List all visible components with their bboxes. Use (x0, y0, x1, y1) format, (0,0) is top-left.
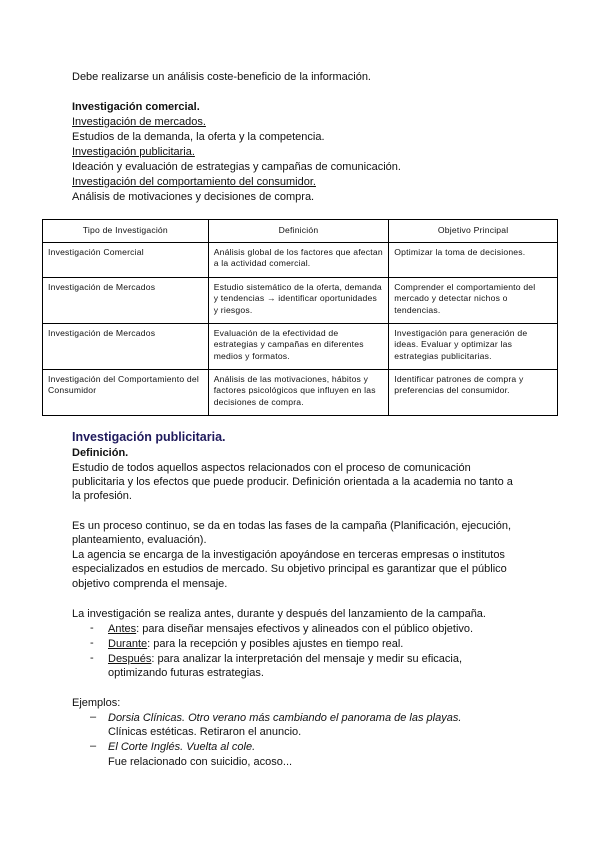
subsection-label: Investigación publicitaria. (72, 146, 195, 158)
subsection-label: Investigación de mercados. (72, 116, 206, 128)
table-cell: Investigación de Mercados (43, 277, 209, 323)
paragraph-line: objetivo comprenda el mensaje. (72, 578, 228, 590)
bullet-dash: - (90, 622, 94, 634)
table-cell: Análisis de las motivaciones, hábitos y factores psicológicos que influyen en las decisiones de compra. (208, 369, 389, 415)
paragraph-line: Es un proceso continuo, se da en todas las fases de la campaña (Planificación, ejecución, (72, 520, 512, 532)
paragraph-line: Estudio de todos aquellos aspectos relacionados con el proceso de comunicación (72, 462, 471, 474)
subsection-desc: Estudios de la demanda, la oferta y la competencia. (72, 131, 325, 143)
bullet-dash: - (90, 652, 94, 664)
paragraph-line: publicitaria y los efectos que puede producir. Definición orientada a la academia no tanto a (72, 476, 513, 488)
table-cell: Análisis global de los factores que afectan a la actividad comercial. (208, 242, 389, 277)
table-cell: Evaluación de la efectividad de estrategias y campañas en diferentes medios y formatos. (208, 323, 389, 369)
table-row (43, 242, 558, 277)
paragraph-line: especializados en estudios de mercado. Su objetivo principal es garantizar que el público (72, 563, 507, 575)
phase-text: : para analizar la interpretación del mensaje y medir su eficacia, (151, 653, 463, 665)
table-cell: Investigación de Mercados (43, 323, 209, 369)
example-title: El Corte Inglés. Vuelta al cole. (108, 741, 256, 753)
definition-heading: Definición. (72, 447, 129, 459)
phase-text: : para la recepción y posibles ajustes en tiempo real. (147, 638, 404, 650)
table-cell: Investigación del Comportamiento del Consumidor (43, 369, 209, 415)
bullet-endash: – (90, 711, 97, 723)
phase-text: : para diseñar mensajes efectivos y alineados con el público objetivo. (136, 623, 474, 635)
paragraph-line: La agencia se encarga de la investigación apoyándose en terceras empresas o institutos (72, 549, 505, 561)
table-cell: Comprender el comportamiento del mercado y detectar nichos o tendencias. (389, 277, 558, 323)
subsection-desc: Análisis de motivaciones y decisiones de compra. (72, 191, 315, 203)
table-header: Definición (208, 220, 389, 243)
table-header-row (43, 220, 558, 243)
paragraph-line: La investigación se realiza antes, durante y después del lanzamiento de la campaña. (72, 608, 486, 620)
example-title: Dorsia Clínicas. Otro verano más cambiando el panorama de las playas. (108, 712, 462, 724)
table-header: Objetivo Principal (389, 220, 558, 243)
paragraph-line: planteamiento, evaluación). (72, 534, 207, 546)
intro-text: Debe realizarse un análisis coste-beneficio de la información. (72, 71, 371, 83)
subsection-desc: Ideación y evaluación de estrategias y campañas de comunicación. (72, 161, 401, 173)
table-cell: Investigación Comercial (43, 242, 209, 277)
research-types-table (42, 219, 558, 416)
table-header: Tipo de Investigación (43, 220, 209, 243)
section-title-publicitaria: Investigación publicitaria. (72, 430, 226, 444)
phase-label: Durante (108, 638, 148, 650)
phase-continuation: optimizando futuras estrategias. (108, 667, 264, 679)
phase-item (108, 637, 403, 652)
table-cell: Identificar patrones de compra y preferencias del consumidor. (389, 369, 558, 415)
table-cell: Estudio sistemático de la oferta, demanda y tendencias → identificar oportunidades y riesgos. (208, 277, 389, 323)
bullet-endash: – (90, 740, 97, 752)
example-note: Fue relacionado con suicidio, acoso... (108, 756, 293, 768)
subsection-label: Investigación del comportamiento del consumidor. (72, 176, 316, 188)
paragraph-line: la profesión. (72, 490, 132, 502)
table-row (43, 369, 558, 415)
examples-heading: Ejemplos: (72, 697, 121, 709)
bullet-dash: - (90, 637, 94, 649)
phase-item (108, 622, 473, 637)
table-row (43, 277, 558, 323)
table-cell: Optimizar la toma de decisiones. (389, 242, 558, 277)
phase-item (108, 652, 462, 667)
table-row (43, 323, 558, 369)
phase-label: Después (108, 653, 152, 665)
section-title-comercial: Investigación comercial. (72, 101, 200, 113)
table-cell: Investigación para generación de ideas. Evaluar y optimizar las estrategias publicitarias. (389, 323, 558, 369)
example-note: Clínicas estéticas. Retiraron el anuncio. (108, 726, 302, 738)
phase-label: Antes (108, 623, 137, 635)
